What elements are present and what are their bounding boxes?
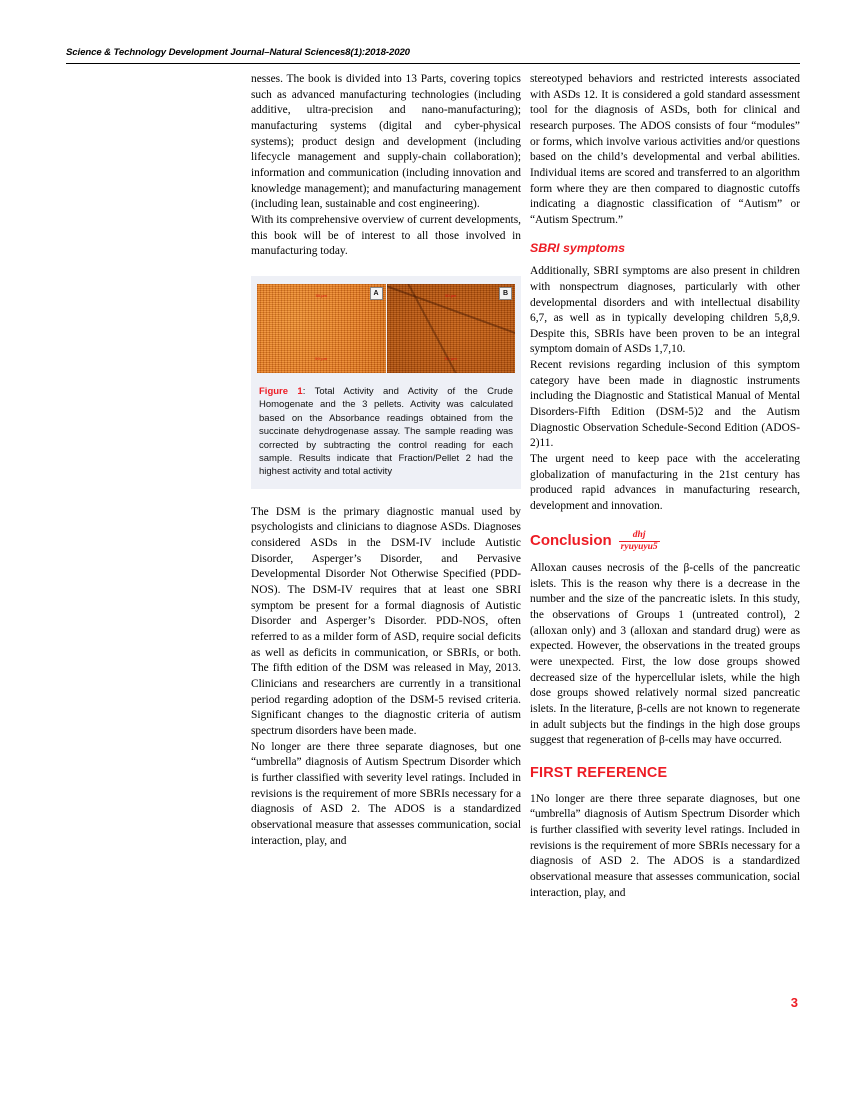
right-column [530,72,800,901]
running-head-text: Science & Technology Development Journal–Natural Sciences8(1):2018-2020 [66,47,410,58]
section-heading-conclusion-label: Conclusion [530,531,612,549]
paragraph-sbri-3: The urgent need to keep pace with the accelerating globalization of manufacturing in the 21st century has produced rapid advances in manufacturing research, development and innovation. [530,453,800,513]
paragraph-right-1: stereotyped behaviors and restricted interests associated with ASDs 12. It is considered a gold standard assessment tool for the diagnosis of ASDs, both for clinical and research purposes. The ADOS consists of four “modules” or forms, which involve various activities and/or questions based on the child’s developmental and verbal abilities. Individual items are scored and transferred to an algorithm form where they are then compared to diagnostic cutoffs indicating a diagnostic classification of “Autism” or “Autism Spectrum.” [530,73,800,226]
figure-1-caption-label: Figure 1 [259,385,303,397]
paragraph-left-4: No longer are there three separate diagnoses, but one “umbrella” diagnosis of Autism Spectrum Disorder which is further classified with severity level ratings. Included in revisions is the requirement of more SBRIs necessary for a diagnosis of ASD 2. The ADOS is a standardized observational measure that assesses communication, social interaction, play, and [251,740,521,847]
panel-a-scalebar-bottom: 50 µm [315,356,328,362]
panel-b-scalebar-bottom: 50 µm [444,356,457,362]
conclusion-fraction [619,531,660,553]
panel-b-label: B [499,287,512,300]
panel-a-scalebar-top: 50 µm [315,292,327,298]
left-column [251,72,521,849]
figure-1-images [257,284,515,373]
figure-1-caption [257,385,515,479]
paragraph-left-2: With its comprehensive overview of current developments, this book will be of interest to all those involved in manufacturing today. [251,213,521,258]
page-number: 3 [790,995,798,1010]
header-rule [66,63,800,64]
running-head [66,47,800,58]
paragraph-left-1: nesses. The book is divided into 13 Parts, covering topics such as advanced manufacturing technologies (including additive, ultra-precision and nano-manufacturing); manufacturing systems (digital and cyber-physical systems); product design and development (including lifecycle management and supply-chain collaboration); information and communication (including innovation and knowledge management); and manufacturing management (including lean, sustainable and cost engineering). [251,73,521,211]
section-heading-first-reference: FIRST REFERENCE [530,764,668,781]
section-heading-conclusion [530,530,800,552]
paragraph-left-3: The DSM is the primary diagnostic manual used by psychologists and clinicians to diagnose ASDs. Diagnoses considered ASDs in the DSM-IV include Autistic Disorder, Asperger’s Disorder, and Pervasive Developmental Disorder Not Otherwise Specified (PDD-NOS). The DSM-IV requires that at least one SBRI symptom be present for a formal diagnosis of Autistic Disorder and Asperger’s Disorder. PDD-NOS, often referred to as a milder form of ASD, require social deficits as well as deficits in communication, or SBRIs, or both. The fifth edition of the DSM was released in May, 2013. Clinicians and researchers are currently in a transitional period regarding adoption of the DSM-5 revised criteria. Significant changes to the diagnostic criteria of autism spectrum disorders have been made. [251,505,521,737]
paragraph-conclusion-1: Alloxan causes necrosis of the β-cells of the pancreatic islets. This is the reason why there is a decrease in the number and the size of the pancreatic islets. In this study, the observations of Groups 1 (untreated control), 2 (alloxan only) and 3 (alloxan and standard drug) were as expected. However, the observations in the treated groups were unexpected. First, the low dose groups showed decreased size of the hypercellular islets, while the high dose groups showed relatively normal sized pancreatic islets. In the literature, β-cells are not known to regenerate in adult subjects but the findings in the high dose groups suggest that regeneration of β-cells may have occurred. [530,561,800,747]
panel-b-scalebar-top: 50 µm [445,292,457,298]
micrograph-panel-a [257,284,386,373]
section-heading-sbri-symptoms: SBRI symptoms [530,240,626,255]
paragraph-sbri-1: Additionally, SBRI symptoms are also present in children with nonspectrum diagnoses, particularly with other developmental disorders and with intellectual disability 6,7, as well as in typically developing children 5,8,9. Despite this, SBRIs have been proven to be an integral symptom domain of ASDs 1,7,10. [530,265,800,356]
figure-1-container [251,276,521,489]
paragraph-sbri-2: Recent revisions regarding inclusion of this symptom category have been made in diagnostic instruments including the Diagnostic and Statistical Manual of Mental Disorders-Fifth Edition (DSM-5)2 and the Autism Diagnostic Observation Schedule-Second Edition (ADOS- 2)11. [530,359,800,450]
conclusion-fraction-numerator: dhj [632,529,646,540]
figure-1-caption-text: : Total Activity and Activity of the Crude Homogenate and the 3 pellets. Activity was calculated based on the Absorbance readings obtained from the succinate dehydrogenase assay. The sample reading was corrected by subtracting the control reading for each sample. Results indicate that Fraction/Pellet 2 had the highest activity and total activity [259,385,513,478]
micrograph-panel-b [387,284,516,373]
panel-a-label: A [370,287,383,300]
paragraph-reference-1: 1No longer are there three separate diagnoses, but one “umbrella” diagnosis of Autism Spectrum Disorder which is further classified with severity level ratings. Included in revisions is the requirement of more SBRIs necessary for a diagnosis of ASD 2. The ADOS is a standardized observational measure that assesses communication, social interaction, play, and [530,792,800,899]
conclusion-fraction-denominator: ryuyuyu5 [620,541,658,552]
